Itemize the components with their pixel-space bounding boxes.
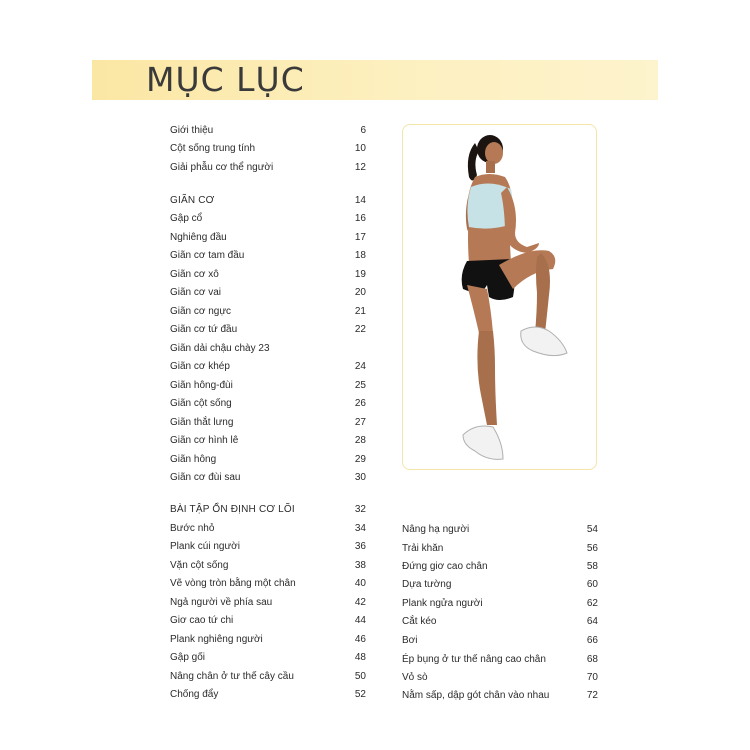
toc-entry xyxy=(170,305,366,319)
toc-entry-title: Ngả người về phía sau xyxy=(170,597,273,608)
toc-page-number: 56 xyxy=(586,543,598,554)
toc-entry-title: Plank cúi người xyxy=(170,541,240,552)
toc-page-number: 48 xyxy=(354,652,366,663)
toc-entry xyxy=(170,268,366,282)
toc-entry-title: Nằm sấp, dập gót chân vào nhau xyxy=(402,690,550,701)
toc-entry-title: Đứng giơ cao chân xyxy=(402,561,488,572)
toc-page-number: 25 xyxy=(354,380,366,391)
toc-entry-title: Giãn dải chậu chày 23 xyxy=(170,343,270,354)
toc-entry-title: Giãn hông xyxy=(170,454,217,465)
toc-page-number: 54 xyxy=(586,524,598,535)
toc-entry-title: Giãn cột sống xyxy=(170,398,232,409)
toc-entry xyxy=(402,542,598,556)
toc-entry xyxy=(402,671,598,685)
toc-entry xyxy=(402,653,598,667)
toc-entry xyxy=(170,342,366,356)
toc-entry xyxy=(170,397,366,411)
toc-entry-title: Plank ngửa người xyxy=(402,598,483,609)
toc-page-number: 44 xyxy=(354,615,366,626)
toc-entry xyxy=(170,124,366,138)
toc-entry-title: Ép bụng ở tư thế nâng cao chân xyxy=(402,654,546,665)
toc-page-number: 66 xyxy=(586,635,598,646)
toc-entry xyxy=(170,522,366,536)
toc-entry xyxy=(402,523,598,537)
toc-entry-title: Nâng chân ở tư thế cây cầu xyxy=(170,671,294,682)
toc-entry xyxy=(170,161,366,175)
toc-entry-title: Giãn cơ vai xyxy=(170,287,222,298)
toc-entry xyxy=(170,596,366,610)
toc-entry-title: Bước nhỏ xyxy=(170,523,215,534)
toc-entry-title: Nghiêng đầu xyxy=(170,232,227,243)
toc-page-number: 60 xyxy=(586,579,598,590)
toc-entry xyxy=(402,615,598,629)
toc-entry-title: Nâng hạ người xyxy=(402,524,470,535)
toc-page-number: 58 xyxy=(586,561,598,572)
toc-entry xyxy=(170,540,366,554)
toc-entry-title: Giãn cơ xô xyxy=(170,269,219,280)
toc-page-number: 26 xyxy=(354,398,366,409)
toc-entry-title: Vỏ sò xyxy=(402,672,428,683)
toc-entry xyxy=(170,651,366,665)
toc-entry-title: GIÃN CƠ xyxy=(170,195,215,206)
toc-page-number: 52 xyxy=(354,689,366,700)
toc-entry xyxy=(170,614,366,628)
toc-entry-title: Bơi xyxy=(402,635,418,646)
toc-page-number: 40 xyxy=(354,578,366,589)
toc-entry xyxy=(170,379,366,393)
toc-page-number: 21 xyxy=(354,306,366,317)
toc-page-number: 19 xyxy=(354,269,366,280)
toc-entry xyxy=(170,212,366,226)
toc-entry xyxy=(170,559,366,573)
toc-page-number: 68 xyxy=(586,654,598,665)
toc-page-number: 28 xyxy=(354,435,366,446)
toc-page-number: 30 xyxy=(354,472,366,483)
toc-entry-title: Chống đẩy xyxy=(170,689,219,700)
toc-entry-title: Giãn cơ hình lê xyxy=(170,435,239,446)
toc-entry-title: Giơ cao tứ chi xyxy=(170,615,234,626)
toc-page-number: 12 xyxy=(354,162,366,173)
toc-page-number: 14 xyxy=(354,195,366,206)
toc-page-number: 64 xyxy=(586,616,598,627)
toc-entry xyxy=(402,689,598,703)
exercise-photo-frame xyxy=(402,124,597,470)
toc-page-number: 32 xyxy=(354,504,366,515)
toc-page-number: 42 xyxy=(354,597,366,608)
toc-entry-title: Giãn thắt lưng xyxy=(170,417,234,428)
toc-entry xyxy=(402,597,598,611)
toc-entry-title: Vặn cột sống xyxy=(170,560,229,571)
toc-page-number: 72 xyxy=(586,690,598,701)
toc-entry-title: Plank nghiêng người xyxy=(170,634,263,645)
toc-entry xyxy=(170,416,366,430)
toc-entry-title: Trải khăn xyxy=(402,543,444,554)
toc-entry xyxy=(170,633,366,647)
toc-page-number: 62 xyxy=(586,598,598,609)
toc-page-number: 46 xyxy=(354,634,366,645)
toc-section-heading xyxy=(170,194,366,208)
toc-entry-title: BÀI TẬP ỔN ĐỊNH CƠ LÕI xyxy=(170,504,295,515)
toc-entry xyxy=(170,360,366,374)
toc-entry xyxy=(170,453,366,467)
toc-entry-title: Giải phẫu cơ thể người xyxy=(170,162,274,173)
toc-page-number: 36 xyxy=(354,541,366,552)
toc-entry-title: Cắt kéo xyxy=(402,616,437,627)
toc-page-number: 10 xyxy=(354,143,366,154)
page-title: MỤC LỤC xyxy=(146,60,305,99)
toc-page-number: 6 xyxy=(360,125,366,136)
toc-entry xyxy=(402,578,598,592)
toc-entry xyxy=(170,323,366,337)
toc-page-number: 18 xyxy=(354,250,366,261)
toc-page-number: 27 xyxy=(354,417,366,428)
toc-page-number: 70 xyxy=(586,672,598,683)
toc-entry-title: Cột sống trung tính xyxy=(170,143,256,154)
toc-page-number: 29 xyxy=(354,454,366,465)
toc-entry-title: Giãn cơ tam đầu xyxy=(170,250,245,261)
toc-page-number: 34 xyxy=(354,523,366,534)
toc-entry xyxy=(170,688,366,702)
toc-entry xyxy=(170,670,366,684)
toc-page-number: 24 xyxy=(354,361,366,372)
toc-entry xyxy=(170,231,366,245)
toc-entry xyxy=(170,471,366,485)
toc-entry-title: Giãn hông-đùi xyxy=(170,380,233,391)
toc-entry-title: Giãn cơ tứ đầu xyxy=(170,324,238,335)
toc-entry xyxy=(170,142,366,156)
toc-entry-title: Gập cổ xyxy=(170,213,203,224)
toc-entry xyxy=(402,560,598,574)
toc-section-heading xyxy=(170,503,366,517)
toc-page-number: 38 xyxy=(354,560,366,571)
toc-entry-title: Dựa tường xyxy=(402,579,452,590)
toc-entry-title: Giãn cơ ngực xyxy=(170,306,232,317)
woman-high-knee-photo xyxy=(403,125,597,470)
toc-entry xyxy=(170,434,366,448)
toc-entry-title: Vẽ vòng tròn bằng một chân xyxy=(170,578,296,589)
toc-entry-title: Giãn cơ khép xyxy=(170,361,230,372)
toc-page-number: 16 xyxy=(354,213,366,224)
toc-page-number: 50 xyxy=(354,671,366,682)
toc-entry-title: Giãn cơ đùi sau xyxy=(170,472,241,483)
toc-page-number: 17 xyxy=(354,232,366,243)
toc-page-number: 22 xyxy=(354,324,366,335)
toc-entry xyxy=(170,577,366,591)
toc-entry-title: Gập gối xyxy=(170,652,206,663)
toc-entry xyxy=(402,634,598,648)
toc-entry xyxy=(170,249,366,263)
toc-entry xyxy=(170,286,366,300)
toc-entry-title: Giới thiệu xyxy=(170,125,214,136)
toc-page-number: 20 xyxy=(354,287,366,298)
